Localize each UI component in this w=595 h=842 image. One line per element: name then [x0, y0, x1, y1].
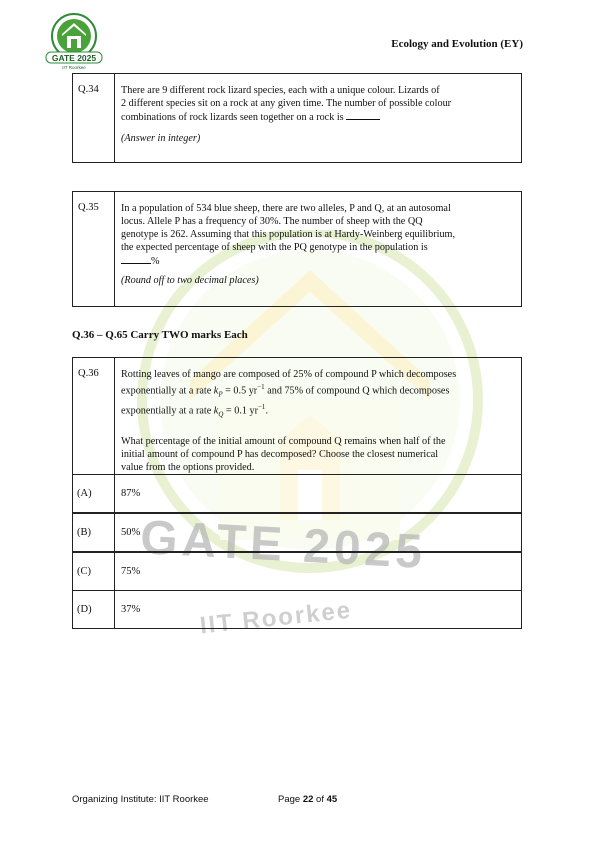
question-text-line	[121, 110, 513, 124]
question-text-fragment: .	[265, 405, 268, 417]
option-text: 87%	[121, 488, 141, 499]
watermark-title: GATE 2025	[139, 511, 428, 580]
page-total: 45	[326, 794, 338, 805]
option-d[interactable]	[72, 590, 522, 629]
page-of: of	[313, 794, 327, 805]
page-prefix: Page	[278, 794, 303, 805]
question-body	[121, 202, 513, 287]
question-text-fragment: combinations of rock lizards seen together on a rock is	[121, 112, 344, 123]
question-text-line: In a population of 534 blue sheep, there are two alleles, P and Q, at an autosomal	[121, 203, 451, 214]
question-box-q35	[72, 191, 522, 307]
option-text: 50%	[121, 527, 141, 538]
question-text-line: What percentage of the initial amount of compound Q remains when half of the	[121, 435, 446, 447]
question-text-line	[121, 381, 513, 401]
question-text-line: 2 different species sit on a rock at any given time. The number of possible colour	[121, 98, 452, 109]
unit-exponent: −1	[257, 383, 265, 391]
rate-constant-subscript: P	[218, 390, 223, 399]
footer-organizer: Organizing Institute: IIT Roorkee	[72, 794, 209, 805]
question-text-line: Rotting leaves of mango are composed of 25% of compound P which decomposes	[121, 369, 457, 380]
option-label: (B)	[73, 514, 115, 551]
rate-constant-value: = 0.5 yr	[222, 385, 258, 397]
gate-logo-icon	[42, 8, 106, 70]
logo-subtext: IIT Roorkee	[62, 65, 86, 70]
option-text: 75%	[121, 566, 141, 577]
option-label: (C)	[73, 553, 115, 590]
question-text-line: genotype is 262. Assuming that this population is at Hardy-Weinberg equilibrium,	[121, 229, 456, 240]
rate-constant-value: = 0.1 yr	[223, 405, 258, 417]
answer-hint: (Answer in integer)	[121, 133, 201, 144]
option-a[interactable]	[72, 474, 522, 513]
answer-hint: (Round off to two decimal places)	[121, 275, 259, 286]
question-text-line: value from the options provided.	[121, 461, 255, 473]
rate-constant-symbol: k	[213, 405, 219, 417]
question-text-line: initial amount of compound P has decomposed? Choose the closest numerical	[121, 448, 439, 460]
footer-page-number	[278, 794, 337, 805]
question-text-fragment: and 75% of compound Q which decomposes	[264, 385, 450, 397]
option-b[interactable]	[72, 513, 522, 552]
question-text-line: There are 9 different rock lizard species, each with a unique colour. Lizards of	[121, 85, 440, 96]
question-text-line	[121, 401, 513, 421]
answer-blank[interactable]	[346, 110, 380, 120]
question-body	[121, 368, 513, 474]
question-number: Q.35	[73, 192, 115, 306]
question-text-fragment: exponentially at a rate	[121, 385, 214, 397]
question-box-q36	[72, 357, 522, 475]
subject-title: Ecology and Evolution (EY)	[391, 38, 523, 50]
question-body	[121, 84, 513, 145]
watermark-subtitle: IIT Roorkee	[198, 596, 354, 640]
section-heading: Q.36 – Q.65 Carry TWO marks Each	[72, 329, 248, 341]
question-text-line	[121, 254, 513, 268]
logo-text: GATE 2025	[51, 53, 97, 63]
question-number: Q.34	[73, 74, 115, 162]
option-label: (D)	[73, 591, 115, 628]
unit-exponent: −1	[257, 403, 266, 412]
question-text-fragment: exponentially at a rate	[121, 405, 214, 417]
rate-constant-subscript: Q	[218, 410, 224, 419]
option-c[interactable]	[72, 552, 522, 591]
answer-blank[interactable]	[121, 254, 151, 264]
option-label: (A)	[73, 475, 115, 512]
question-number: Q.36	[73, 358, 115, 474]
rate-constant-symbol: k	[213, 385, 219, 397]
question-box-q34	[72, 73, 522, 163]
answer-unit: %	[151, 256, 160, 267]
question-text-line: the expected percentage of sheep with the PQ genotype in the population is	[121, 242, 428, 253]
page-current: 22	[302, 794, 314, 805]
option-text: 37%	[121, 604, 141, 615]
question-text-line: locus. Allele P has a frequency of 30%. The number of sheep with the QQ	[121, 216, 423, 227]
